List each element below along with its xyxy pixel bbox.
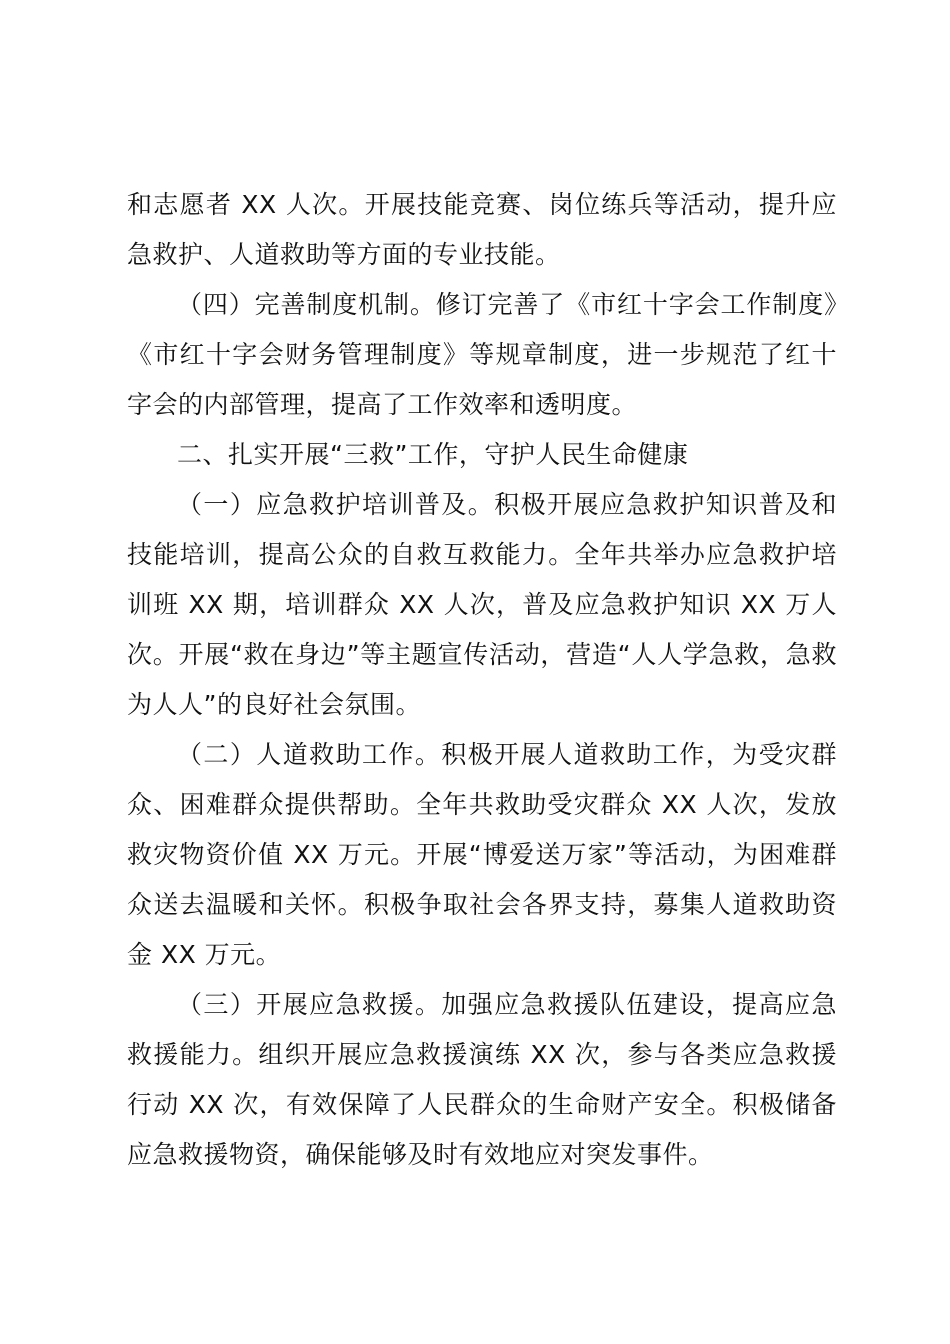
section-heading-two: 二、扎实开展“三救”工作，守护人民生命健康 bbox=[177, 440, 689, 469]
paragraph-first-aid-training: （一）应急救护培训普及。积极开展应急救护知识普及和技能培训，提高公众的自救互救能力。全年共举办应急救护培训班 XX 期，培训群众 XX 人次，普及应急救护知识 XX 万人次。开展“救在身边”等主题宣传活动，营造“人人学急救，急救为人人”的良好社会氛围。 bbox=[127, 490, 837, 719]
paragraph-continuation: 和志愿者 XX 人次。开展技能竞赛、岗位练兵等活动，提升应急救护、人道救助等方面的专业技能。 bbox=[127, 190, 837, 269]
paragraph-section-4-institutions: （四）完善制度机制。修订完善了《市红十字会工作制度》《市红十字会财务管理制度》等规章制度，进一步规范了红十字会的内部管理，提高了工作效率和透明度。 bbox=[127, 290, 837, 419]
paragraph-humanitarian-aid: （二）人道救助工作。积极开展人道救助工作，为受灾群众、困难群众提供帮助。全年共救助受灾群众 XX 人次，发放救灾物资价值 XX 万元。开展“博爱送万家”等活动，为困难群众送去温暖和关怀。积极争取社会各界支持，募集人道救助资金 XX 万元。 bbox=[127, 740, 837, 969]
document-body bbox=[127, 180, 837, 1180]
paragraph-emergency-rescue: （三）开展应急救援。加强应急救援队伍建设，提高应急救援能力。组织开展应急救援演练 XX 次，参与各类应急救援行动 XX 次，有效保障了人民群众的生命财产安全。积极储备应急救援物资，确保能够及时有效地应对突发事件。 bbox=[127, 990, 837, 1169]
